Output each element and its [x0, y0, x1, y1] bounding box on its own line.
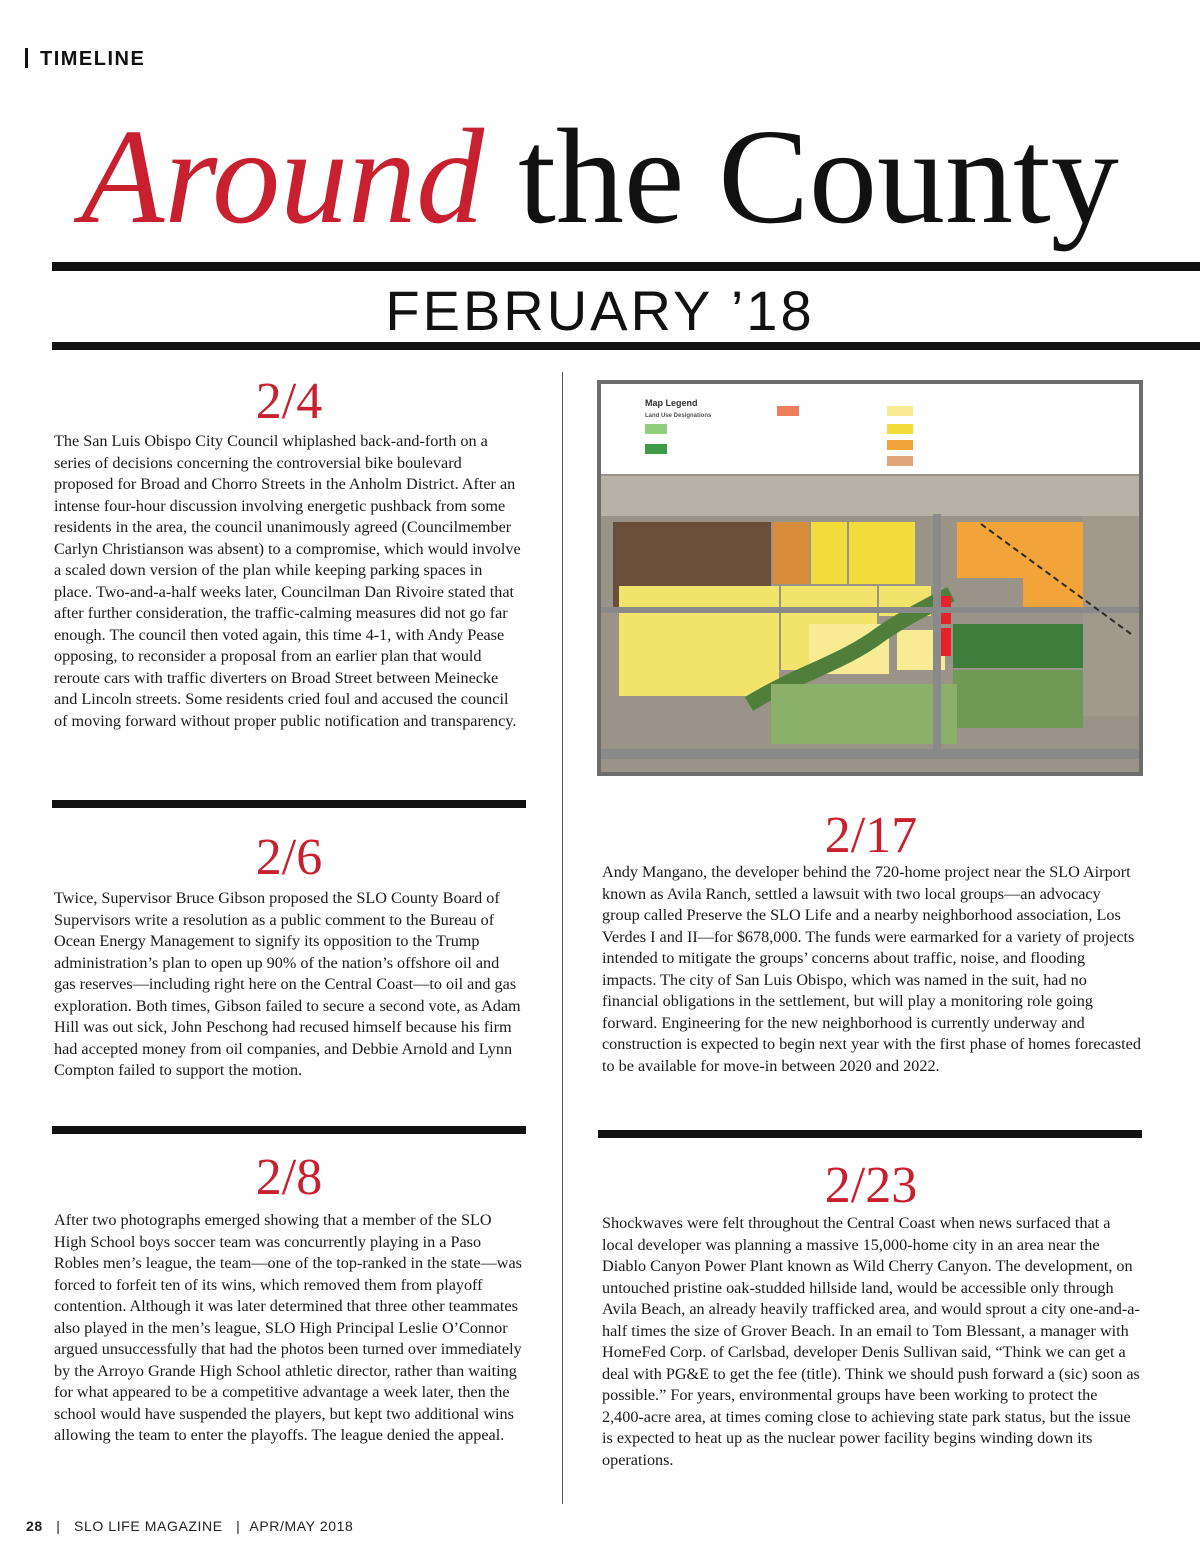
- entry-separator: [598, 1130, 1142, 1138]
- legend-swatch: [887, 456, 913, 466]
- legend-swatch: [887, 440, 913, 450]
- legend-swatch: [777, 406, 799, 416]
- map-legend-subtitle: Land Use Designations: [645, 413, 712, 419]
- legend-swatch: [887, 406, 913, 416]
- section-tag-bar: [25, 48, 28, 68]
- title-rule-bottom: [52, 342, 1200, 350]
- entry-date: 2/8: [255, 1149, 323, 1206]
- page-footer: [26, 1518, 353, 1534]
- entry-body: After two photographs emerged showing that a member of the SLO High School boys soccer team was concurrently playing in a Paso Robles men’s league, the team—one of the top-ranked in the state—was forced to forfeit ten of its wins, which removed them from playoff contention. Although it was later determined that three other teammates also played in the men’s league, SLO High Principal Leslie O’Connor argued unsuccessfully that had the photos been turned over immediately by the Arroyo Grande High School athletic director, rather than waiting for what appeared to be a competitive advantage a week later, then the school would have suspended the players, but kept two additional wins allowing the team to enter the playoffs. The league denied the appeal.: [54, 1211, 522, 1444]
- entry-body: Twice, Supervisor Bruce Gibson proposed the SLO County Board of Supervisors write a resolution as a public comment to the Bureau of Ocean Energy Management to signify its opposition to the Trump administration’s plan to open up 90% of the nation’s offshore oil and gas reserves—including right here on the Central Coast—to oil and gas exploration. Both times, Gibson failed to secure a second vote, as Adam Hill was out sick, John Peschong had recused himself because his firm had accepted money from oil companies, and Debbie Arnold and Lynn Compton failed to support the motion.: [54, 889, 521, 1079]
- legend-swatch: [645, 424, 667, 434]
- month-heading: FEBRUARY ’18: [385, 279, 815, 342]
- entry-separator: [52, 1126, 526, 1134]
- map-legend-title: Map Legend: [645, 398, 698, 408]
- entry-date: 2/4: [255, 373, 323, 430]
- entry-date: 2/17: [824, 807, 918, 864]
- page-number: 28: [26, 1518, 43, 1534]
- page-title-rest: the County: [484, 102, 1119, 252]
- footer-separator: |: [56, 1518, 61, 1534]
- development-map-graphic: [601, 384, 1139, 772]
- entry-body: Andy Mangano, the developer behind the 720-home project near the SLO Airport known as Avila Ranch, settled a lawsuit with two local groups—an advocacy group called Preserve the SLO Life and a nearby neighborhood association, Los Verdes I and II—for $678,000. The funds were earmarked for a variety of projects intended to mitigate the groups’ concerns about traffic, noise, and flooding impacts. The city of San Luis Obispo, which was named in the suit, had no financial obligations in the settlement, but will play a monitoring role going forward. Engineering for the new neighborhood is currently underway and construction is expected to begin next year with the first phase of homes forecasted to be available for move-in between 2020 and 2022.: [602, 863, 1141, 1075]
- entry-body: Shockwaves were felt throughout the Central Coast when news surfaced that a local developer was planning a massive 15,000-home city in an area near the Diablo Canyon Power Plant known as Wild Cherry Canyon. The development, on untouched pristine oak-studded hillside land, would be accessible only through Avila Beach, an already heavily trafficked area, and would sprout a city one-and-a-half times the size of Grover Beach. In an email to Tom Blessant, a manager with HomeFed Corp. of Carlsbad, developer Denis Sullivan said, “Think we can get a deal with PG&E to get the fee (title). Think we should push forward a (sic) soon as possible.” For years, environmental groups have been working to protect the 2,400-acre area, at times coming close to achieving state park status, but the issue is expected to heat up as the nuclear power facility begins winding down its operations.: [602, 1214, 1140, 1469]
- development-map-image: [597, 380, 1143, 776]
- legend-swatch: [887, 424, 913, 434]
- column-divider: [562, 372, 563, 1504]
- section-tag: [25, 48, 145, 71]
- entry-date: 2/6: [255, 829, 323, 886]
- page-title: [0, 92, 1200, 262]
- page-title-accent: Around: [81, 102, 485, 252]
- legend-swatch: [645, 444, 667, 454]
- issue-date: APR/MAY 2018: [249, 1518, 354, 1534]
- title-rule-top: [52, 262, 1200, 271]
- footer-separator: |: [236, 1518, 241, 1534]
- entry-separator: [52, 800, 526, 808]
- magazine-name: SLO LIFE MAGAZINE: [74, 1518, 223, 1534]
- entry-date: 2/23: [824, 1157, 918, 1214]
- entry-body: The San Luis Obispo City Council whiplashed back-and-forth on a series of decisions concerning the controversial bike boulevard proposed for Broad and Chorro Streets in the Anholm District. After an intense four-hour discussion involving energetic pushback from some residents in the area, the council unanimously agreed (Councilmember Carlyn Christianson was absent) to a compromise, which would involve a scaled down version of the plan while keeping parking spaces in place. Two-and-a-half weeks later, Councilman Dan Rivoire stated that after further consideration, the traffic-calming measures did not go far enough. The council then voted again, this time 4-1, with Andy Pease opposing, to reconsider a proposal from an earlier plan that would reroute cars with traffic diverters on Broad Street between Meinecke and Lincoln streets. Some residents cried foul and accused the council of moving forward without proper public notification and transparency.: [54, 432, 521, 730]
- section-tag-label: TIMELINE: [40, 48, 146, 70]
